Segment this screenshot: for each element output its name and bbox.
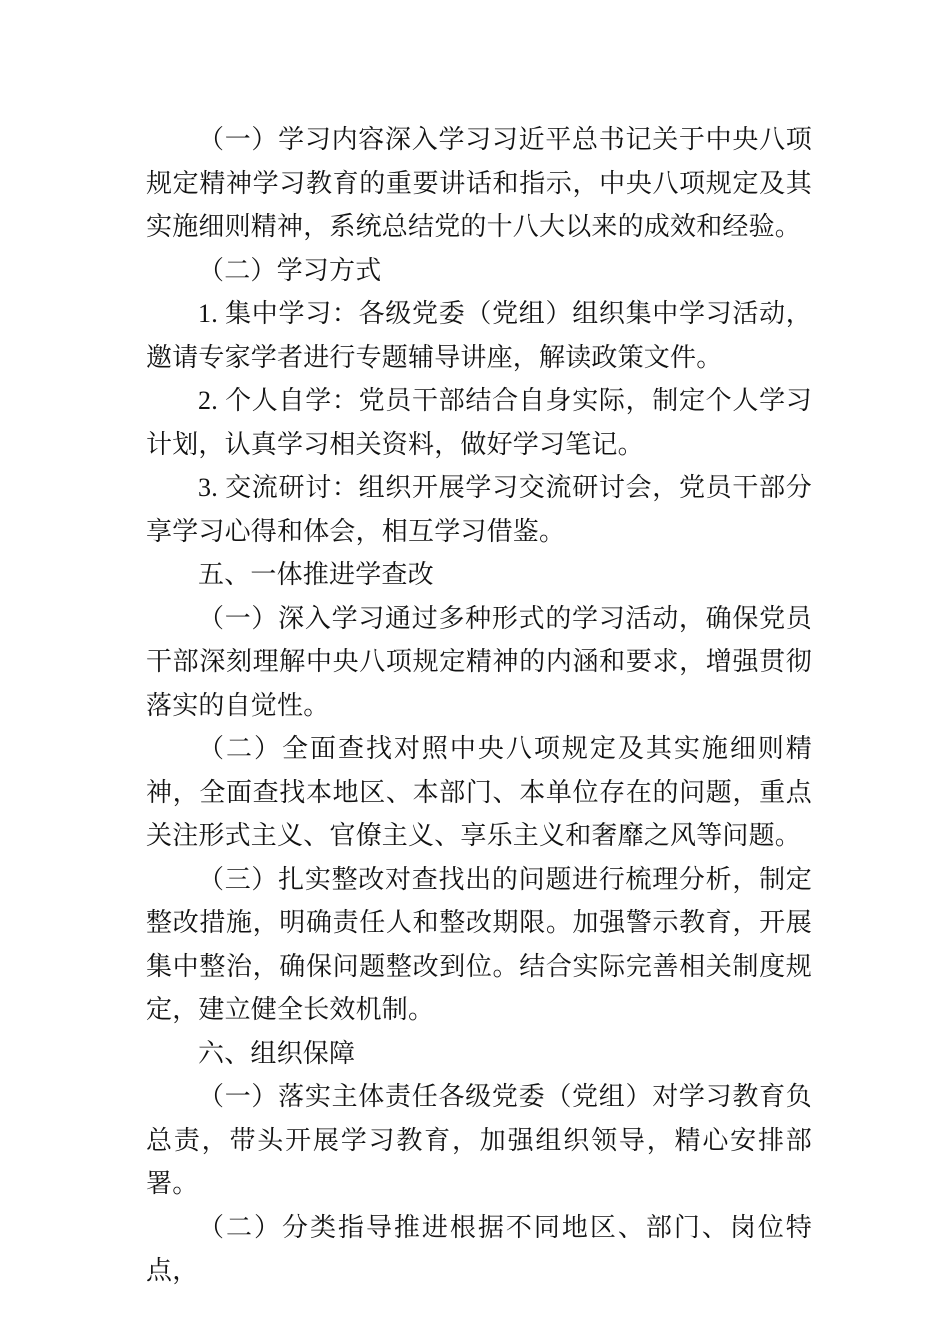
document-paragraph-clause: （一）学习内容深入学习习近平总书记关于中央八项规定精神学习教育的重要讲话和指示，中央八项规定及其实施细则精神，系统总结党的十八大以来的成效和经验。	[146, 125, 812, 241]
document-paragraph-clause: （三）扎实整改对查找出的问题进行梳理分析，制定整改措施，明确责任人和整改期限。加强警示教育，开展集中整治，确保问题整改到位。结合实际完善相关制度规定，建立健全长效机制。	[146, 864, 812, 1024]
document-paragraph-section-heading: 五、一体推进学查改	[198, 560, 434, 589]
document-paragraph-clause: （一）落实主体责任各级党委（党组）对学习教育负总责，带头开展学习教育，加强组织领导，精心安排部署。	[146, 1082, 812, 1198]
document-paragraph-section-heading: 六、组织保障	[198, 1038, 356, 1068]
document-paragraph-clause: （一）深入学习通过多种形式的学习活动，确保党员干部深刻理解中央八项规定精神的内涵和要求，增强贯彻落实的自觉性。	[146, 603, 812, 720]
document-paragraph-clause: （二）全面查找对照中央八项规定及其实施细则精神，全面查找本地区、本部门、本单位存在的问题，重点关注形式主义、官僚主义、享乐主义和奢靡之风等问题。	[146, 734, 812, 850]
document-body	[146, 118, 812, 1293]
document-paragraph-list-item: 2. 个人自学：党员干部结合自身实际，制定个人学习计划，认真学习相关资料，做好学习笔记。	[146, 386, 812, 459]
document-paragraph-clause-heading: （二）学习方式	[198, 255, 382, 285]
document-paragraph-list-item: 1. 集中学习：各级党委（党组）组织集中学习活动，邀请专家学者进行专题辅导讲座，解读政策文件。	[146, 299, 812, 372]
document-paragraph-clause: （二）分类指导推进根据不同地区、部门、岗位特点，	[146, 1212, 812, 1285]
document-paragraph-list-item: 3. 交流研讨：组织开展学习交流研讨会，党员干部分享学习心得和体会，相互学习借鉴。	[146, 473, 812, 546]
